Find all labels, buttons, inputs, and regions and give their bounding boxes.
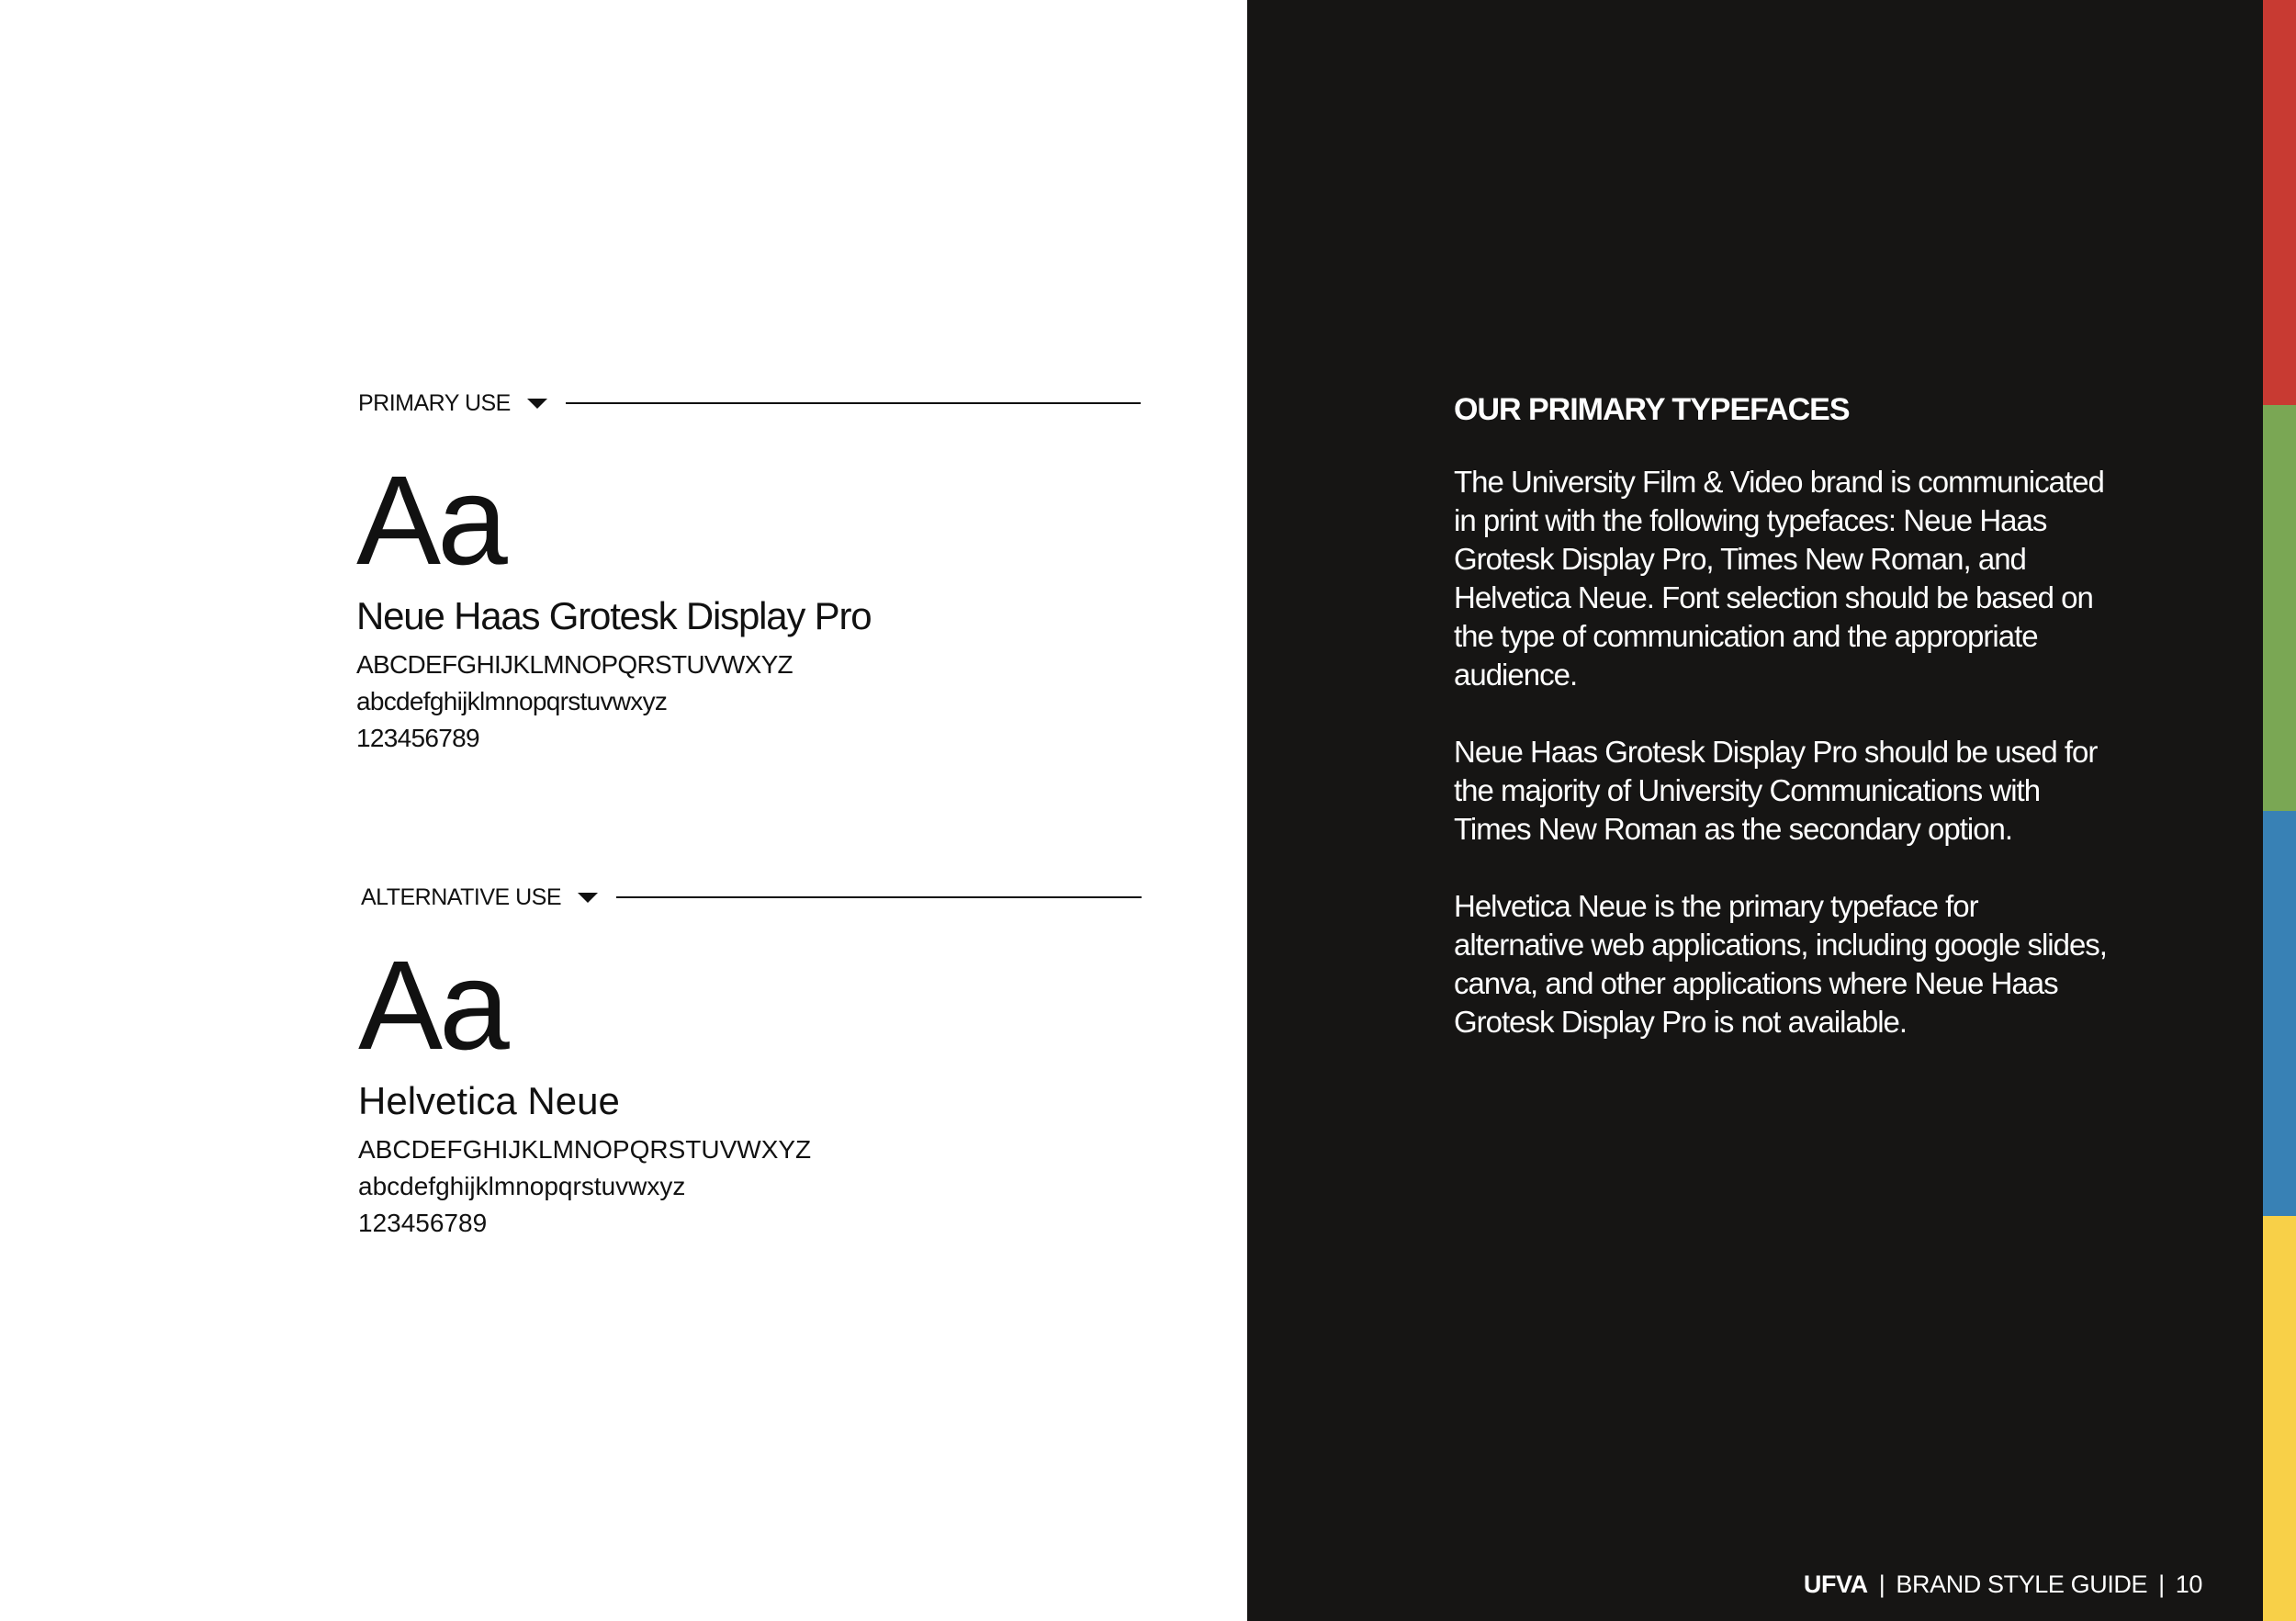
strip-blue — [2263, 811, 2296, 1216]
caret-down-icon — [527, 399, 547, 409]
brand-color-strip — [2263, 0, 2296, 1621]
alternative-numbers: 123456789 — [358, 1209, 488, 1237]
caret-down-icon — [578, 893, 598, 903]
alternative-uppercase: ABCDEFGHIJKLMNOPQRSTUVWXYZ — [358, 1135, 812, 1164]
primary-uppercase: ABCDEFGHIJKLMNOPQRSTUVWXYZ — [356, 650, 793, 679]
divider-rule — [566, 402, 1141, 404]
divider-rule — [616, 896, 1142, 898]
alternative-use-label: ALTERNATIVE USE — [361, 884, 562, 910]
strip-yellow — [2263, 1216, 2296, 1621]
intro-paragraph: The University Film & Video brand is communicated in print with the following typefaces: Neue Haas Grotesk Display Pro, Times New Roman, and Helvetica Neue. Font selection should be based on the type of communication and the appropriate audience. — [1454, 465, 2104, 692]
usage-paragraph: Neue Haas Grotesk Display Pro should be used for the majority of University Communications with Times New Roman as the secondary option. — [1454, 735, 2098, 846]
alternative-use-header — [361, 884, 1142, 911]
footer-brand: UFVA — [1803, 1570, 1868, 1598]
strip-red — [2263, 0, 2296, 405]
alternative-lowercase: abcdefghijklmnopqrstuvwxyz — [358, 1172, 686, 1200]
footer-separator: | — [1878, 1570, 1885, 1598]
page-number: 10 — [2175, 1570, 2202, 1598]
primary-sample-glyphs: Aa — [356, 450, 504, 591]
primary-lowercase: abcdefghijklmnopqrstuvwxyz — [356, 687, 668, 715]
alternative-paragraph: Helvetica Neue is the primary typeface for alternative web applications, including google slides, canva, and other applications where Neue Haas Grotesk Display Pro is not available. — [1454, 889, 2107, 1039]
primary-numbers: 123456789 — [356, 724, 479, 752]
primary-use-label: PRIMARY USE — [358, 389, 511, 416]
strip-green — [2263, 405, 2296, 810]
description-panel — [1247, 0, 2263, 1621]
footer-guide-title: BRAND STYLE GUIDE — [1896, 1570, 2148, 1598]
alternative-typeface-specimen — [358, 935, 812, 1242]
primary-font-name: Neue Haas Grotesk Display Pro — [356, 594, 872, 637]
description-content — [1454, 388, 2115, 1080]
section-title: OUR PRIMARY TYPEFACES — [1454, 392, 1850, 427]
primary-use-header — [358, 389, 1141, 417]
alternative-font-name: Helvetica Neue — [358, 1079, 620, 1122]
alternative-sample-glyphs: Aa — [358, 935, 506, 1076]
footer-separator: | — [2158, 1570, 2165, 1598]
page-footer — [1804, 1570, 2202, 1599]
primary-typeface-specimen — [356, 450, 872, 757]
